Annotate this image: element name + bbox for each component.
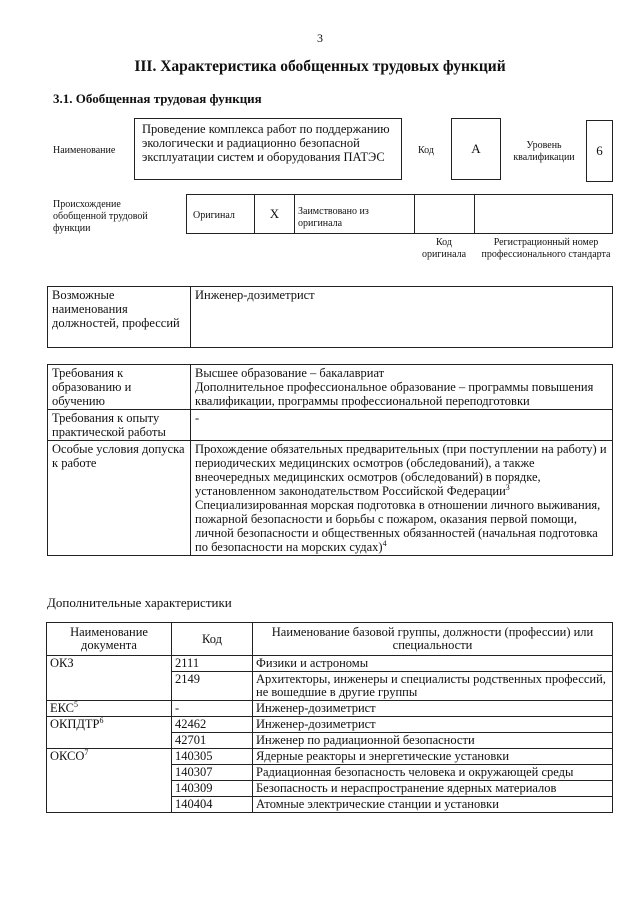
positions-label: Возможные наименования должностей, профессий	[48, 287, 191, 348]
name-cell: Инженер по радиационной безопасности	[253, 733, 613, 749]
education-line-1: Высшее образование – бакалавриат	[195, 366, 385, 380]
table-row	[48, 441, 613, 556]
special-line-2-text: Специализированная морская подготовка в отношении личного выживания, пожарной безопасности и борьбы с пожаром, оказания первой помощи, личной безопасности и общественных обязанностей (начальная подготовка по безопасности на морских судах)	[195, 498, 601, 554]
special-line-2	[195, 498, 608, 554]
name-cell: Физики и астрономы	[253, 656, 613, 672]
requirements-table	[47, 364, 613, 556]
doc-cell	[47, 717, 172, 749]
education-label: Требования к образованию и обучению	[48, 365, 191, 410]
origin-grid	[186, 194, 613, 234]
doc-cell	[47, 701, 172, 717]
code-cell: 42462	[172, 717, 253, 733]
education-value	[191, 365, 613, 410]
original-label: Оригинал	[193, 210, 235, 221]
education-line-2: Дополнительное профессиональное образование – программы повышения квалификации, программы профессиональной переподготовки	[195, 380, 594, 408]
special-label: Особые условия допуска к работе	[48, 441, 191, 556]
doc-footnote: 5	[74, 699, 78, 709]
table-row	[47, 656, 613, 672]
additional-rows	[47, 656, 613, 813]
header-code: Код	[172, 623, 253, 656]
level-value-box: 6	[586, 120, 613, 182]
name-cell: Инженер-дозиметрист	[253, 701, 613, 717]
code-cell: -	[172, 701, 253, 717]
experience-value: -	[191, 410, 613, 441]
additional-table	[46, 622, 613, 813]
table-row	[47, 749, 613, 765]
special-line-1	[195, 442, 608, 498]
name-cell: Ядерные реакторы и энергетические установки	[253, 749, 613, 765]
code-original-cell	[415, 195, 475, 233]
name-cell: Инженер-дозиметрист	[253, 717, 613, 733]
subsection-title: 3.1. Обобщенная трудовая функция	[53, 91, 262, 106]
name-cell: Радиационная безопасность человека и окружающей среды	[253, 765, 613, 781]
code-cell: 42701	[172, 733, 253, 749]
origin-original-cell	[187, 195, 255, 233]
original-mark-cell: X	[255, 195, 295, 233]
doc-cell	[47, 656, 172, 701]
experience-label: Требования к опыту практической работы	[48, 410, 191, 441]
function-name-box: Проведение комплекса работ по поддержанию экологически и радиационно безопасной эксплуатации систем и оборудования ПАТЭС	[134, 118, 402, 180]
doc-footnote: 6	[99, 715, 104, 725]
reg-number-label: Регистрационный номер профессионального стандарта	[481, 237, 611, 260]
origin-label: Происхождение обобщенной трудовой функции	[53, 199, 148, 234]
doc-name: ОКСО	[50, 749, 85, 763]
table-row	[47, 701, 613, 717]
doc-footnote: 7	[84, 747, 89, 757]
table-row	[47, 717, 613, 733]
name-cell: Архитекторы, инженеры и специалисты родственных профессий, не вошедшие в другие группы	[253, 672, 613, 701]
name-cell: Атомные электрические станции и установки	[253, 797, 613, 813]
page-number: 3	[317, 31, 323, 45]
table-row	[48, 410, 613, 441]
additional-title: Дополнительные характеристики	[47, 595, 232, 610]
section-title: III. Характеристика обобщенных трудовых функций	[134, 58, 506, 75]
doc-name: ОКЗ	[50, 656, 74, 670]
code-cell: 140404	[172, 797, 253, 813]
code-label: Код	[418, 145, 434, 156]
doc-name: ЕКС	[50, 701, 74, 715]
reg-number-cell	[475, 195, 612, 233]
special-line-1-text: Прохождение обязательных предварительных (при поступлении на работу) и периодических медицинских осмотров (обследований), а также внеочередных медицинских осмотров (обследований) в порядке, установленном законодательством Российской Федерации	[195, 442, 607, 498]
code-cell: 2149	[172, 672, 253, 701]
level-label: Уровень квалификации	[513, 140, 575, 163]
table-row	[48, 287, 613, 348]
code-cell: 140307	[172, 765, 253, 781]
code-value-box: A	[451, 118, 501, 180]
name-label: Наименование	[53, 145, 116, 156]
positions-table	[47, 286, 613, 348]
header-name: Наименование базовой группы, должности (профессии) или специальности	[253, 623, 613, 656]
name-cell: Безопасность и нераспространение ядерных материалов	[253, 781, 613, 797]
code-original-label: Код оригинала	[421, 237, 467, 260]
doc-cell	[47, 749, 172, 813]
borrowed-label: Заимствовано из оригинала	[298, 206, 369, 229]
code-cell: 2111	[172, 656, 253, 672]
footnote-4: 4	[382, 538, 387, 548]
borrowed-cell	[295, 195, 415, 233]
table-header-row	[47, 623, 613, 656]
code-cell: 140309	[172, 781, 253, 797]
positions-value: Инженер-дозиметрист	[191, 287, 613, 348]
doc-name: ОКПДТР	[50, 717, 100, 731]
special-value	[191, 441, 613, 556]
footnote-3: 3	[505, 482, 510, 492]
header-doc: Наименование документа	[47, 623, 172, 656]
code-cell: 140305	[172, 749, 253, 765]
table-row	[48, 365, 613, 410]
